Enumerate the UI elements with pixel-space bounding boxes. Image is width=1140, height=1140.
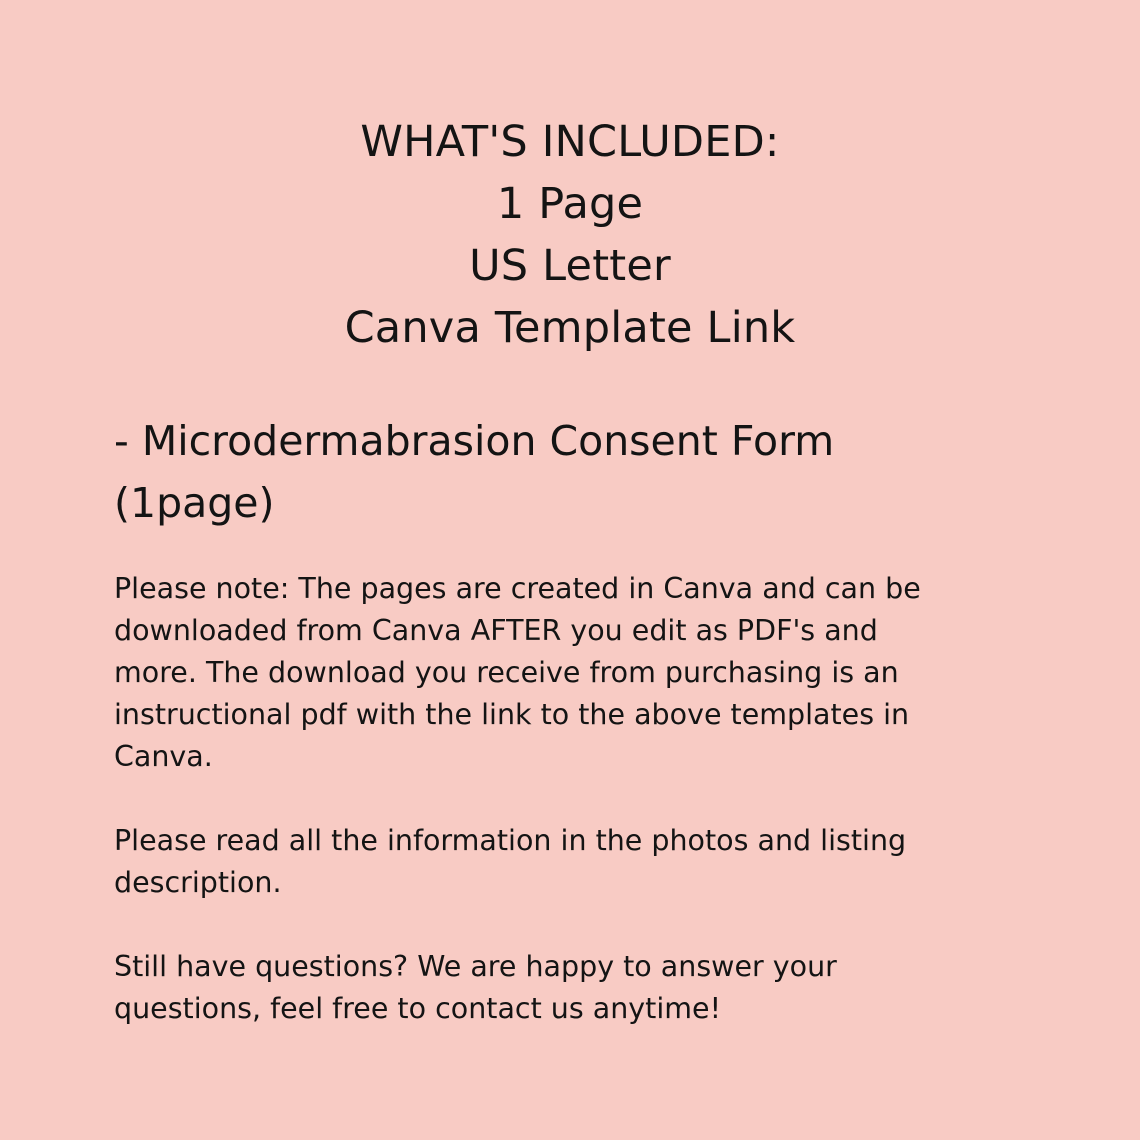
note-line: Please note: The pages are created in Canva and can be: [114, 572, 921, 605]
note-paragraph-canva: [114, 568, 1014, 778]
product-title: [114, 410, 1014, 534]
note-paragraph-read-info: [114, 820, 1014, 904]
note-line: more. The download you receive from purchasing is an: [114, 656, 899, 689]
header-title: WHAT'S INCLUDED:: [360, 117, 780, 167]
note-line: Please read all the information in the photos and listing: [114, 824, 907, 857]
product-title-pages: (1page): [114, 479, 275, 527]
note-line: Still have questions? We are happy to answer your: [114, 950, 837, 983]
header-paper-size: US Letter: [469, 241, 671, 291]
note-line: instructional pdf with the link to the above templates in: [114, 698, 910, 731]
whats-included-header: [0, 111, 1140, 359]
note-line: downloaded from Canva AFTER you edit as PDF's and: [114, 614, 878, 647]
product-title-line: - Microdermabrasion Consent Form: [114, 417, 835, 465]
header-template-link: Canva Template Link: [344, 303, 796, 353]
note-paragraph-questions: [114, 946, 1014, 1030]
note-line: questions, feel free to contact us anytime!: [114, 992, 721, 1025]
header-page-count: 1 Page: [496, 179, 644, 229]
notes-section: [114, 568, 1014, 1072]
note-line: Canva.: [114, 740, 213, 773]
note-line: description.: [114, 866, 282, 899]
